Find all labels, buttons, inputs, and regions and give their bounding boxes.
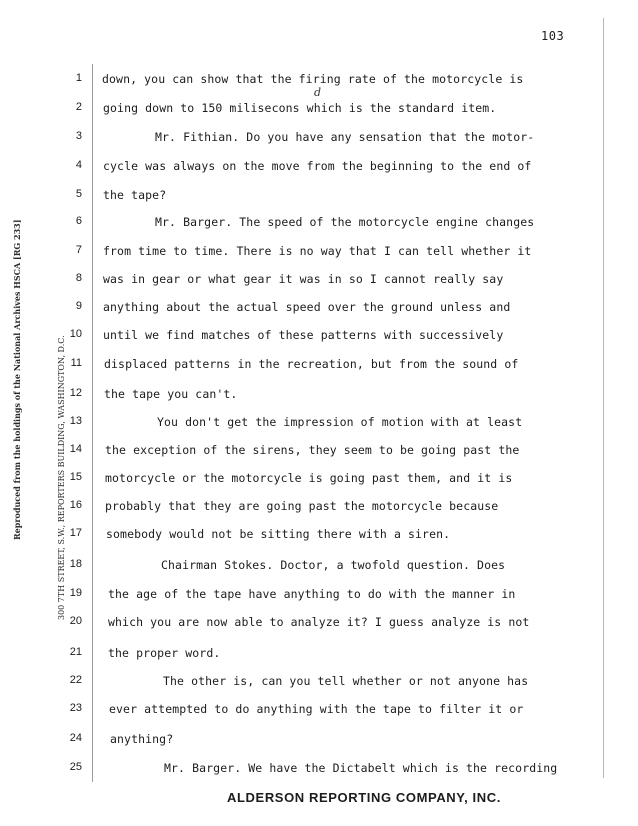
line-row xyxy=(0,413,638,433)
line-text: Chairman Stokes. Doctor, a twofold question. Does xyxy=(161,558,506,572)
line-number: 20 xyxy=(69,615,82,627)
line-row xyxy=(0,385,638,405)
line-row xyxy=(0,326,638,346)
line-number: 18 xyxy=(69,558,82,570)
line-number: 1 xyxy=(75,72,82,84)
line-number: 22 xyxy=(69,674,82,686)
line-text: probably that they are going past the motorcycle because xyxy=(105,499,499,513)
line-row xyxy=(0,469,638,489)
line-text: the tape you can't. xyxy=(104,387,238,401)
line-row xyxy=(0,157,638,177)
line-row xyxy=(0,298,638,318)
page-number: 103 xyxy=(541,29,565,43)
line-number: 10 xyxy=(69,328,82,340)
line-number: 21 xyxy=(69,646,82,658)
line-number: 11 xyxy=(70,357,82,369)
line-row xyxy=(0,355,638,375)
line-number: 9 xyxy=(75,300,82,312)
line-row xyxy=(0,270,638,290)
line-text: The other is, can you tell whether or not anyone has xyxy=(163,674,529,688)
line-number: 4 xyxy=(75,159,82,171)
line-row xyxy=(0,759,638,779)
line-row xyxy=(0,525,638,545)
line-text: anything about the actual speed over the ground unless and xyxy=(103,300,511,314)
line-row xyxy=(0,99,638,119)
line-text: the age of the tape have anything to do with the manner in xyxy=(108,587,516,601)
line-number: 5 xyxy=(75,188,82,200)
line-text: somebody would not be sitting there with a siren. xyxy=(106,527,451,541)
line-text: going down to 150 milisecons which is the standard item. xyxy=(103,101,497,115)
line-text: anything? xyxy=(110,732,174,746)
line-number: 25 xyxy=(69,761,82,773)
line-text: which you are now able to analyze it? I guess analyze is not xyxy=(108,615,530,629)
line-number: 12 xyxy=(69,387,82,399)
line-text: displaced patterns in the recreation, but from the sound of xyxy=(104,357,519,371)
line-row xyxy=(0,441,638,461)
line-number: 3 xyxy=(75,130,82,142)
line-number: 19 xyxy=(69,587,82,599)
archive-stamp: Reproduced from the holdings of the National Archives HSCA [RG 233] xyxy=(12,219,22,540)
reporter-address-stamp: 300 7TH STREET, S.W., REPORTERS BUILDING, WASHINGTON, D.C. xyxy=(57,335,66,620)
line-number: 7 xyxy=(75,244,82,256)
line-number: 17 xyxy=(69,527,82,539)
line-text: ever attempted to do anything with the tape to filter it or xyxy=(109,702,524,716)
line-number: 15 xyxy=(69,471,82,483)
line-text: the tape? xyxy=(103,188,167,202)
line-text: from time to time. There is no way that I can tell whether it xyxy=(103,244,532,258)
line-text: was in gear or what gear it was in so I cannot really say xyxy=(103,272,504,286)
line-row xyxy=(0,585,638,605)
line-row xyxy=(0,644,638,664)
line-number: 6 xyxy=(75,215,82,227)
line-row xyxy=(0,186,638,206)
line-number: 14 xyxy=(69,443,82,455)
line-row xyxy=(0,700,638,720)
footer-company: ALDERSON REPORTING COMPANY, INC. xyxy=(227,790,501,805)
handwritten-correction: d xyxy=(314,86,322,99)
line-row xyxy=(0,497,638,517)
line-row xyxy=(0,672,638,692)
line-number: 23 xyxy=(69,702,82,714)
line-row xyxy=(0,128,638,148)
line-text: Mr. Barger. The speed of the motorcycle engine changes xyxy=(155,215,535,229)
line-text: the proper word. xyxy=(108,646,221,660)
line-text: Mr. Barger. We have the Dictabelt which is the recording xyxy=(164,761,558,775)
line-text: until we find matches of these patterns with successively xyxy=(103,328,504,342)
line-text: Mr. Fithian. Do you have any sensation that the motor- xyxy=(155,130,535,144)
line-text: down, you can show that the firing rate of the motorcycle is xyxy=(102,72,524,86)
line-number: 8 xyxy=(75,272,82,284)
line-text: cycle was always on the move from the beginning to the end of xyxy=(103,159,532,173)
line-row xyxy=(0,242,638,262)
line-number: 24 xyxy=(69,732,82,744)
line-text: the exception of the sirens, they seem to be going past the xyxy=(105,443,520,457)
line-row xyxy=(0,556,638,576)
line-text: You don't get the impression of motion with at least xyxy=(157,415,523,429)
line-row xyxy=(0,730,638,750)
line-text: motorcycle or the motorcycle is going past them, and it is xyxy=(105,471,513,485)
line-number: 13 xyxy=(69,415,82,427)
line-number: 16 xyxy=(69,499,82,511)
line-row xyxy=(0,213,638,233)
line-number: 2 xyxy=(75,101,82,113)
line-row xyxy=(0,613,638,633)
